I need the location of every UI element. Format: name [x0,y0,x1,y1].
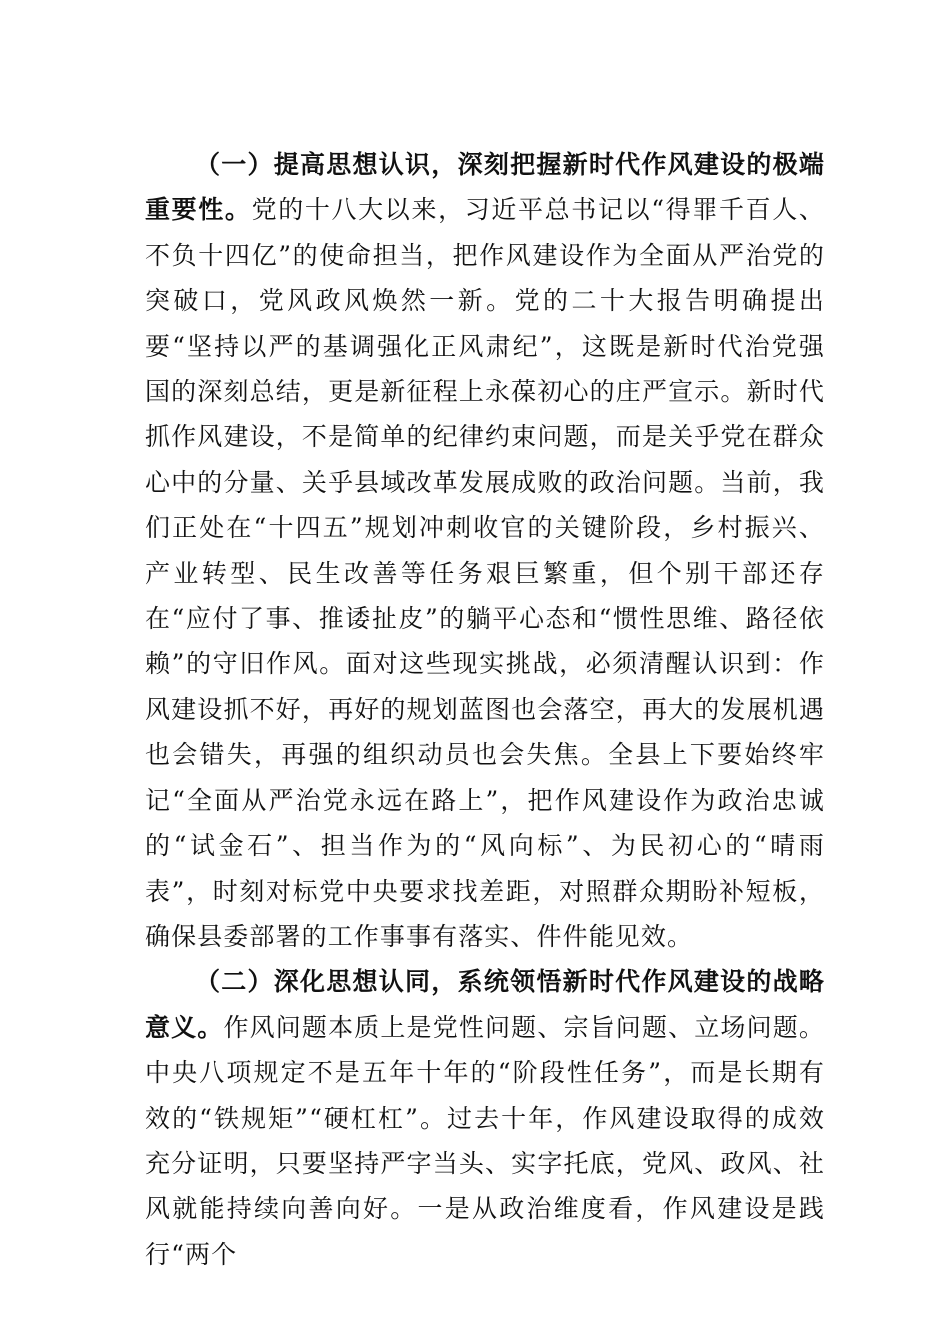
paragraph-1 [145,142,825,959]
paragraph-2-heading: （二）深化思想认同，系统领悟新时代作风建设的战略意义。 [145,967,825,1042]
paragraph-1-body: 党的十八大以来，习近平总书记以“得罪千百人、不负十四亿”的使命担当，把作风建设作为全面从严治党的突破口，党风政风焕然一新。党的二十大报告明确提出要“坚持以严的基调强化正风肃纪”，这既是新时代治党强国的深刻总结，更是新征程上永葆初心的庄严宣示。新时代抓作风建设，不是简单的纪律约束问题，而是关乎党在群众心中的分量、关乎县域改革发展成败的政治问题。当前，我们正处在“十四五”规划冲刺收官的关键阶段，乡村振兴、产业转型、民生改善等任务艰巨繁重，但个别干部还存在“应付了事、推诿扯皮”的躺平心态和“惯性思维、路径依赖”的守旧作风。面对这些现实挑战，必须清醒认识到：作风建设抓不好，再好的规划蓝图也会落空，再大的发展机遇也会错失，再强的组织动员也会失焦。全县上下要始终牢记“全面从严治党永远在路上”，把作风建设作为政治忠诚的“试金石”、担当作为的“风向标”、为民初心的“晴雨表”，时刻对标党中央要求找差距，对照群众期盼补短板，确保县委部署的工作事事有落实、件件能见效。 [145,195,825,951]
paragraph-1-heading: （一）提高思想认识，深刻把握新时代作风建设的极端重要性。 [145,150,825,225]
paragraph-2 [145,959,825,1277]
paragraph-2-body: 作风问题本质上是党性问题、宗旨问题、立场问题。中央八项规定不是五年十年的“阶段性任务”，而是长期有效的“铁规矩”“硬杠杠”。过去十年，作风建设取得的成效充分证明，只要坚持严字当头、实字托底，党风、政风、社风就能持续向善向好。一是从政治维度看，作风建设是践行“两个 [145,1012,825,1269]
document-body [145,142,825,1277]
